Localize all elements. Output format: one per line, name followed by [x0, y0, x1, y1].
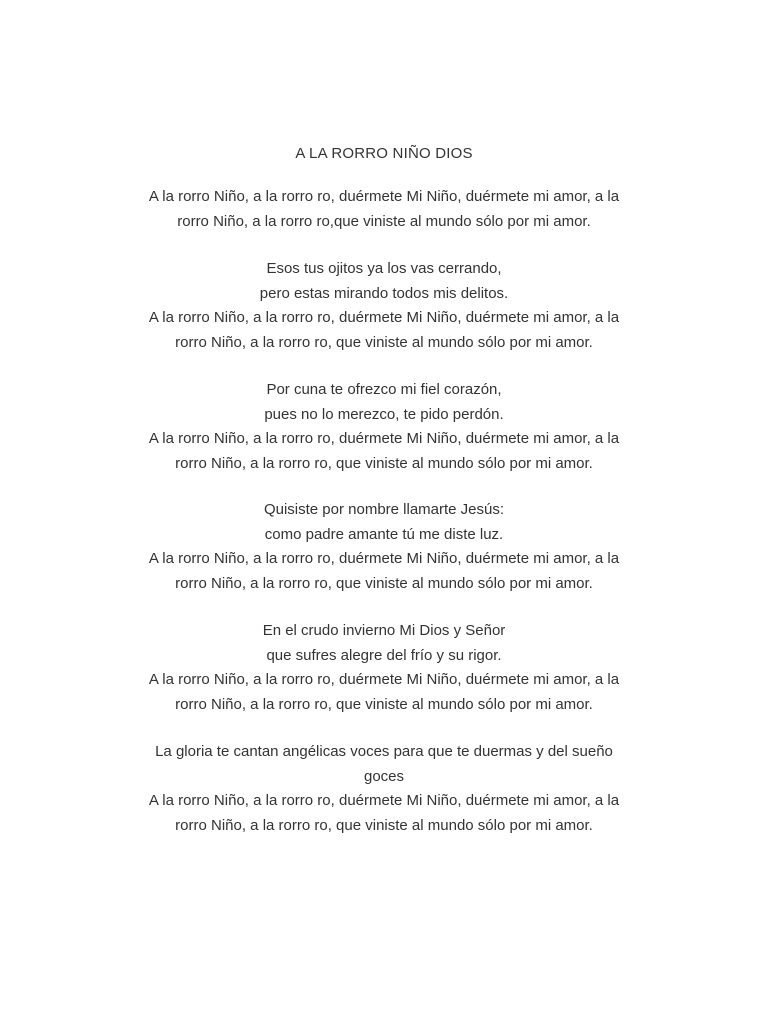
verse-line: A la rorro Niño, a la rorro ro, duérmete Mi Niño, duérmete mi amor, a la	[148, 550, 620, 567]
verse-line: En el crudo invierno Mi Dios y Señor	[262, 622, 506, 639]
document-title: A LA RORRO NIÑO DIOS	[295, 145, 473, 162]
verse-line: rorro Niño, a la rorro ro, que viniste al mundo sólo por mi amor.	[175, 454, 593, 472]
verse-line: rorro Niño, a la rorro ro, que viniste al mundo sólo por mi amor.	[175, 816, 593, 834]
verse-line: como padre amante tú me diste luz.	[264, 525, 504, 543]
verse-line: goces	[363, 767, 405, 785]
verse-line: A la rorro Niño, a la rorro ro, duérmete Mi Niño, duérmete mi amor, a la	[148, 792, 620, 809]
verse-line: pues no lo merezco, te pido perdón.	[264, 405, 504, 423]
stanza	[112, 498, 656, 596]
verse-line: A la rorro Niño, a la rorro ro, duérmete Mi Niño, duérmete mi amor, a la	[148, 671, 620, 688]
verse-line: rorro Niño, a la rorro ro, que viniste al mundo sólo por mi amor.	[175, 695, 593, 713]
verse-line: A la rorro Niño, a la rorro ro, duérmete Mi Niño, duérmete mi amor, a la	[148, 430, 620, 447]
verse-line: A la rorro Niño, a la rorro ro, duérmete Mi Niño, duérmete mi amor, a la	[148, 188, 620, 205]
stanza	[112, 257, 656, 355]
verse-line: Quisiste por nombre llamarte Jesús:	[263, 501, 505, 518]
stanza	[112, 378, 656, 476]
verse-line: A la rorro Niño, a la rorro ro, duérmete Mi Niño, duérmete mi amor, a la	[148, 309, 620, 326]
stanza	[112, 619, 656, 717]
verse-line: Por cuna te ofrezco mi fiel corazón,	[266, 381, 502, 398]
verse-line: que sufres alegre del frío y su rigor.	[266, 646, 502, 664]
stanza	[112, 185, 656, 234]
verse-line: rorro Niño, a la rorro ro, que viniste al mundo sólo por mi amor.	[175, 574, 593, 592]
verse-line: rorro Niño, a la rorro ro, que viniste al mundo sólo por mi amor.	[175, 333, 593, 351]
stanza	[112, 740, 656, 838]
verse-line: rorro Niño, a la rorro ro,que viniste al mundo sólo por mi amor.	[177, 212, 591, 230]
verse-line: pero estas mirando todos mis delitos.	[259, 284, 509, 302]
verse-line: Esos tus ojitos ya los vas cerrando,	[266, 260, 502, 277]
verse-line: La gloria te cantan angélicas voces para que te duermas y del sueño	[155, 743, 613, 760]
